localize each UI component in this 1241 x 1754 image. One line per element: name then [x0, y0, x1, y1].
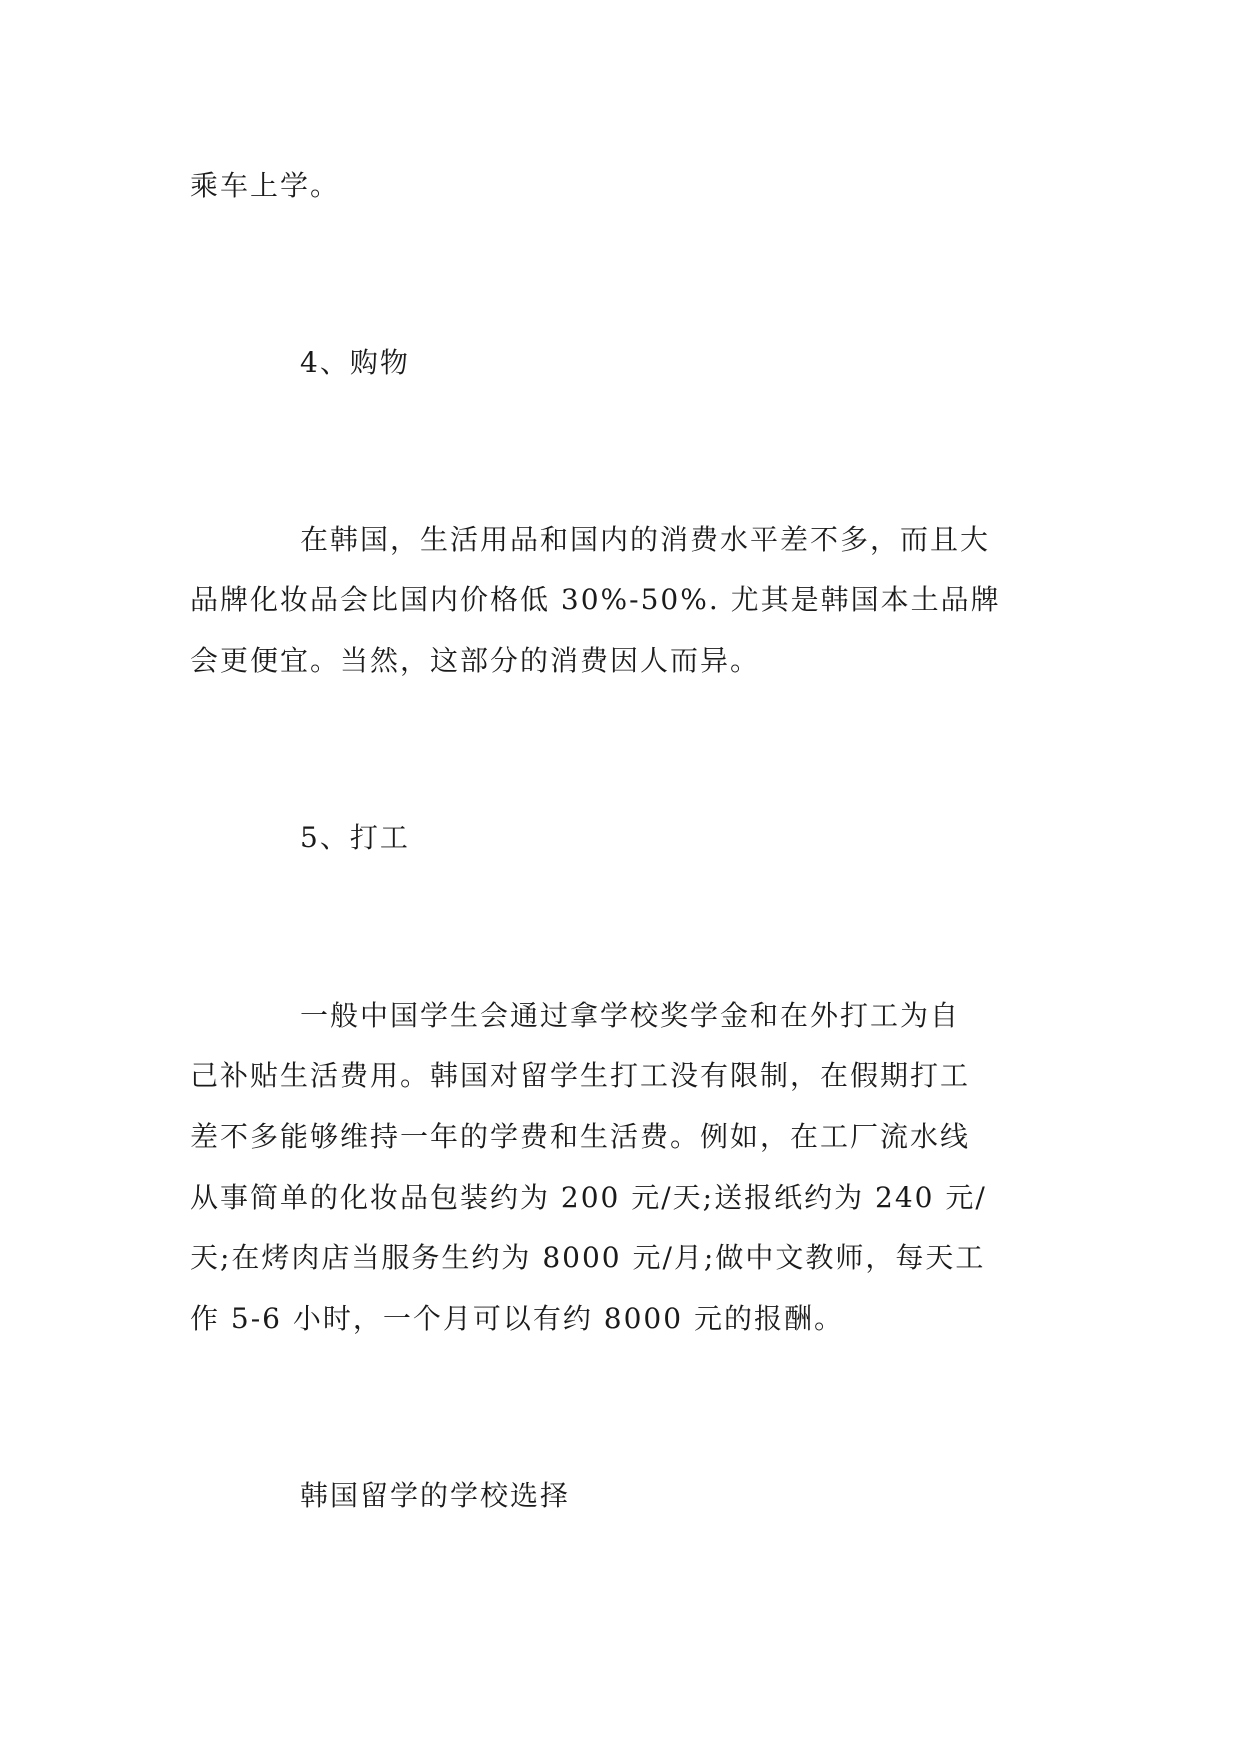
- shopping-paragraph-line: 会更便宜。当然，这部分的消费因人而异。: [190, 644, 761, 677]
- work-paragraph-line: 己补贴生活费用。韩国对留学生打工没有限制，在假期打工: [190, 1059, 971, 1092]
- shopping-paragraph-line: 在韩国，生活用品和国内的消费水平差不多，而且大: [300, 523, 991, 556]
- section-heading-school-choice: 韩国留学的学校选择: [300, 1479, 571, 1512]
- section-heading-shopping: 4、购物: [300, 346, 410, 379]
- shopping-paragraph-line: 品牌化妆品会比国内价格低 30%-50%. 尤其是韩国本土品牌: [190, 583, 1001, 616]
- work-paragraph-line: 作 5-6 小时，一个月可以有约 8000 元的报酬。: [190, 1302, 844, 1335]
- work-paragraph-line: 从事简单的化妆品包装约为 200 元/天;送报纸约为 240 元/: [190, 1181, 987, 1214]
- work-paragraph-line: 一般中国学生会通过拿学校奖学金和在外打工为自: [300, 999, 961, 1032]
- paragraph-tail-line: 乘车上学。: [190, 169, 341, 202]
- work-paragraph-line: 差不多能够维持一年的学费和生活费。例如，在工厂流水线: [190, 1120, 971, 1153]
- work-paragraph-line: 天;在烤肉店当服务生约为 8000 元/月;做中文教师，每天工: [190, 1241, 986, 1274]
- section-heading-work: 5、打工: [300, 821, 410, 854]
